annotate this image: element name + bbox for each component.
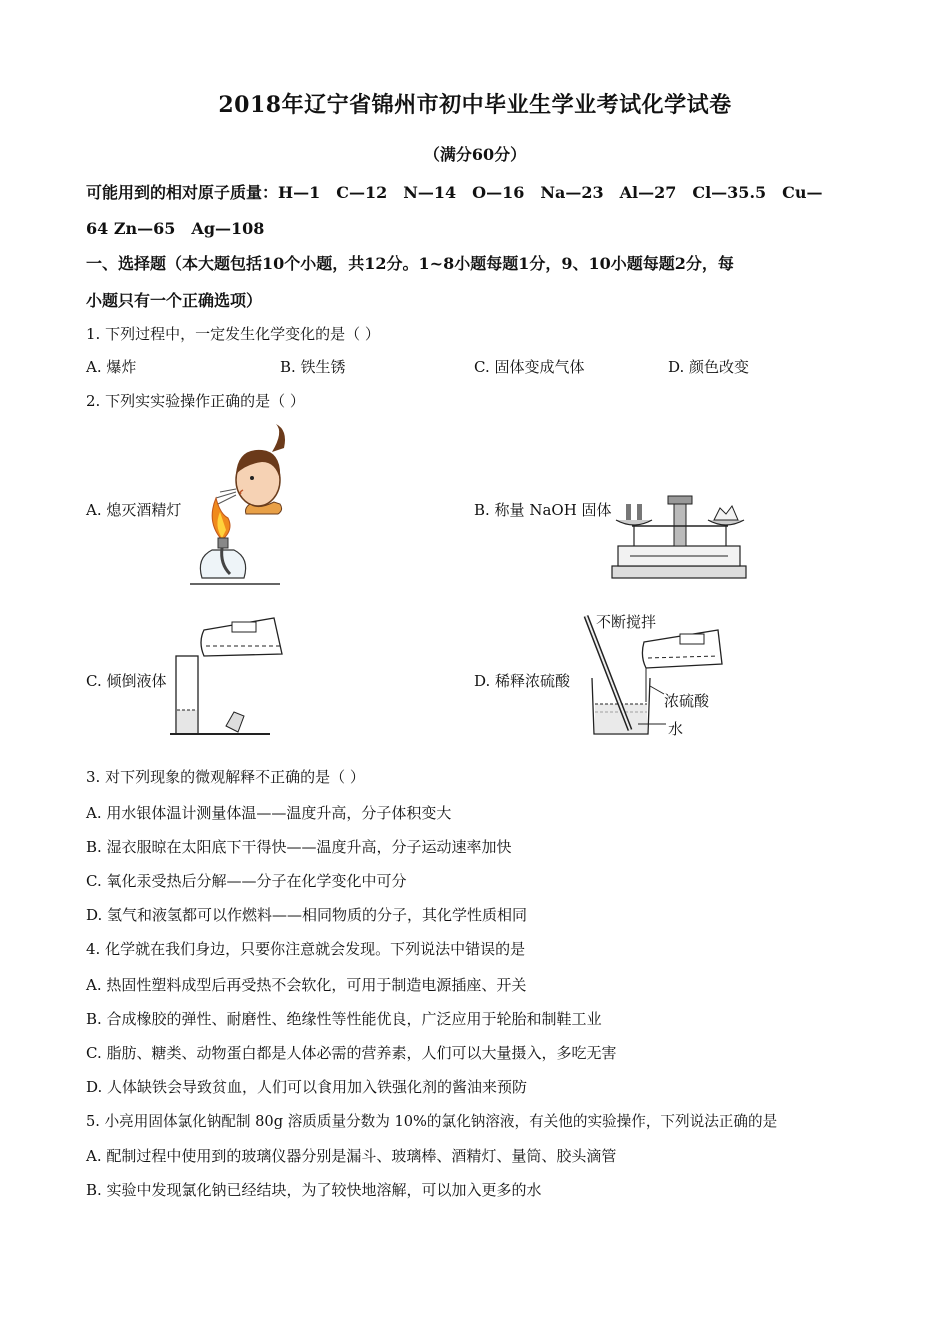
full-score: （满分60分） xyxy=(423,145,527,164)
q3-stem: 3. 对下列现象的微观解释不正确的是（ ） xyxy=(86,768,365,786)
figure-balance xyxy=(610,490,750,582)
q2-stem: 2. 下列实实验操作正确的是（ ） xyxy=(86,392,305,410)
atomic-mass-line-2: 64 Zn—65 Ag—108 xyxy=(86,219,265,238)
q1-option-a: A. 爆炸 xyxy=(86,358,137,376)
q2-option-d: D. 稀释浓硫酸 xyxy=(474,672,571,690)
q3-option-a: A. 用水银体温计测量体温——温度升高，分子体积变大 xyxy=(86,804,452,822)
q1-option-c: C. 固体变成气体 xyxy=(474,358,585,376)
q1-option-d: D. 颜色改变 xyxy=(668,358,750,376)
q1-stem: 1. 下列过程中，一定发生化学变化的是（ ） xyxy=(86,325,380,343)
q3-option-c: C. 氧化汞受热后分解——分子在化学变化中可分 xyxy=(86,872,407,890)
fig-label-acid: 浓硫酸 xyxy=(664,692,710,710)
q5-stem: 5. 小亮用固体氯化钠配制 80g 溶质质量分数为 10%的氯化钠溶液，有关他的实验操作，下列说法正确的是 xyxy=(86,1113,778,1130)
fig-label-stir: 不断搅拌 xyxy=(596,613,657,631)
page-title: 2018年辽宁省锦州市初中毕业生学业考试化学试卷 xyxy=(218,92,732,118)
q4-option-a: A. 热固性塑料成型后再受热不会软化，可用于制造电源插座、开关 xyxy=(86,976,527,994)
q5-option-a: A. 配制过程中使用到的玻璃仪器分别是漏斗、玻璃棒、酒精灯、量筒、胶头滴管 xyxy=(86,1147,617,1165)
q4-option-b: B. 合成橡胶的弹性、耐磨性、绝缘性等性能优良，广泛应用于轮胎和制鞋工业 xyxy=(86,1010,602,1028)
q1-option-b: B. 铁生锈 xyxy=(280,358,346,376)
q2-option-c: C. 倾倒液体 xyxy=(86,672,167,690)
q4-option-d: D. 人体缺铁会导致贫血，人们可以食用加入铁强化剂的酱油来预防 xyxy=(86,1078,528,1096)
figure-dilute-acid xyxy=(580,616,730,740)
q3-option-b: B. 湿衣服晾在太阳底下干得快——温度升高，分子运动速率加快 xyxy=(86,838,512,856)
atomic-mass-line-1: 可能用到的相对原子质量：H—1 C—12 N—14 O—16 Na—23 Al—27 Cl—35.5 Cu— xyxy=(86,183,823,202)
q4-option-c: C. 脂肪、糖类、动物蛋白都是人体必需的营养素，人们可以大量摄入，多吃无害 xyxy=(86,1044,617,1062)
figure-blow-out-lamp xyxy=(180,418,290,588)
section-1-heading-line-2: 小题只有一个正确选项） xyxy=(86,291,263,310)
figure-pour-liquid xyxy=(170,612,290,742)
q4-stem: 4. 化学就在我们身边，只要你注意就会发现。下列说法中错误的是 xyxy=(86,940,526,958)
q2-option-a: A. 熄灭酒精灯 xyxy=(86,501,182,519)
fig-label-water: 水 xyxy=(668,720,684,738)
section-1-heading-line-1: 一、选择题（本大题包括10个小题，共12分。1~8小题每题1分，9、10小题每题2分，每 xyxy=(86,254,734,273)
q2-option-b: B. 称量 NaOH 固体 xyxy=(474,501,612,519)
q5-option-b: B. 实验中发现氯化钠已经结块，为了较快地溶解，可以加入更多的水 xyxy=(86,1181,542,1199)
q3-option-d: D. 氢气和液氢都可以作燃料——相同物质的分子，其化学性质相同 xyxy=(86,906,528,924)
